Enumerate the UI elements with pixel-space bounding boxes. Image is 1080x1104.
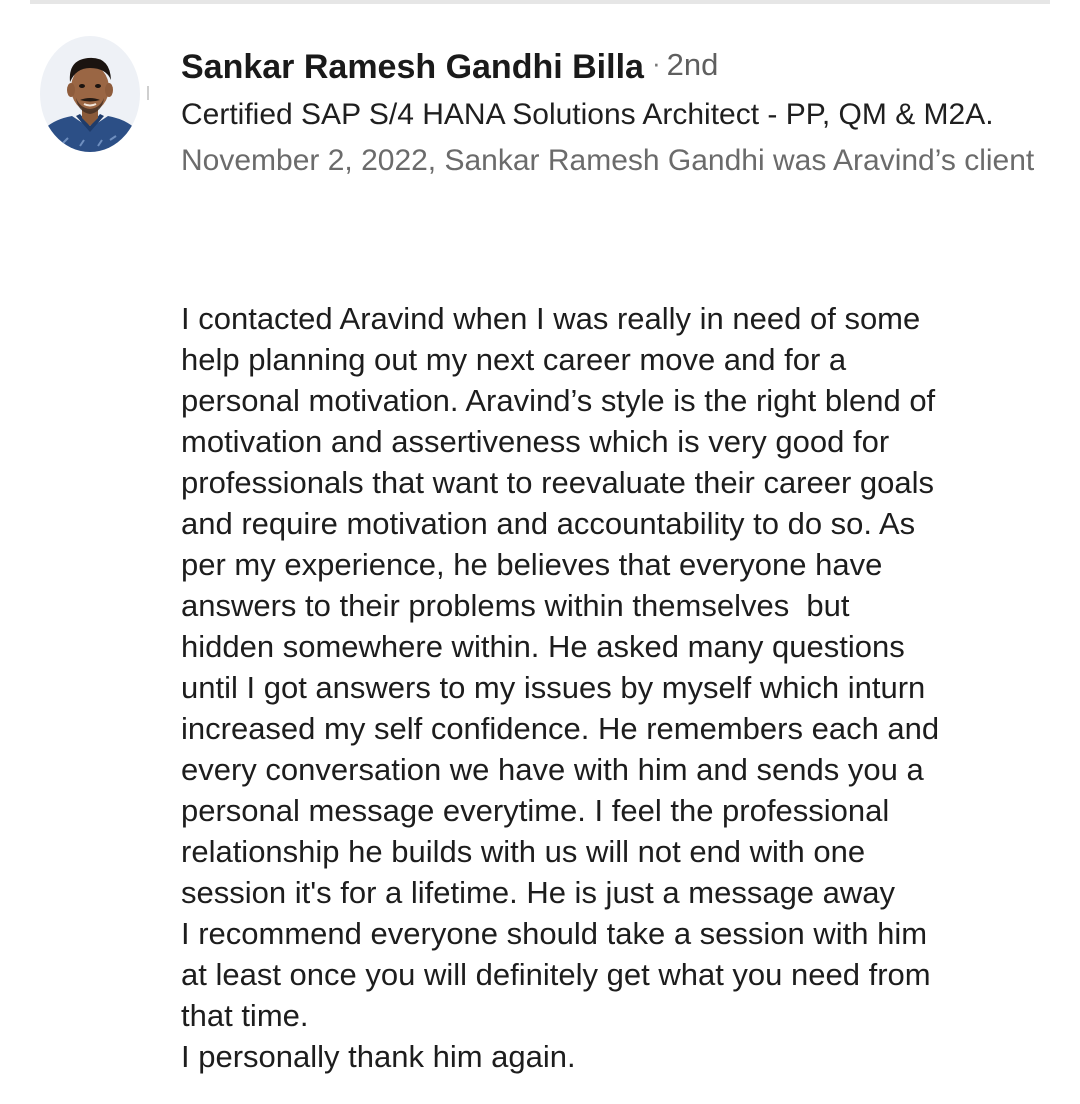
recommendation-text-line: I recommend everyone should take a session with him <box>181 916 928 951</box>
author-avatar[interactable] <box>40 36 140 152</box>
recommendation-text-line: until I got answers to my issues by myself which inturn <box>181 670 926 705</box>
recommendation-header <box>181 40 1051 181</box>
recommendation-text-line: personal message everytime. I feel the professional <box>181 793 890 828</box>
recommendation-text-line: every conversation we have with him and sends you a <box>181 752 924 787</box>
recommendation-text-line: relationship he builds with us will not end with one <box>181 834 866 869</box>
connection-degree-badge: 2nd <box>666 47 719 82</box>
recommendation-text-line: help planning out my next career move and for a <box>181 342 847 377</box>
recommendation-text-line: motivation and assertiveness which is very good for <box>181 424 890 459</box>
recommendation-text <box>181 298 1051 1077</box>
recommendation-text-line: I contacted Aravind when I was really in need of some <box>181 301 921 336</box>
recommendation-text-line: answers to their problems within themselves but <box>181 588 850 623</box>
profile-photo-icon <box>40 36 140 152</box>
recommendation-text-line: increased my self confidence. He remembers each and <box>181 711 940 746</box>
avatar-divider-tick <box>147 86 149 100</box>
separator-dot: · <box>651 48 661 78</box>
recommendation-text-line: hidden somewhere within. He asked many questions <box>181 629 905 664</box>
recommendation-text-line: I personally thank him again. <box>181 1039 576 1074</box>
author-name[interactable]: Sankar Ramesh Gandhi Billa <box>181 48 644 86</box>
top-divider <box>30 0 1050 4</box>
author-headline: Certified SAP S/4 HANA Solutions Architect - PP, QM & M2A. <box>181 98 994 131</box>
recommendation-date-relationship: November 2, 2022, Sankar Ramesh Gandhi was Aravind’s client <box>181 144 1035 177</box>
author-name-line <box>181 40 1051 90</box>
recommendation-text-line: professionals that want to reevaluate their career goals <box>181 465 935 500</box>
recommendation-text-line: personal motivation. Aravind’s style is the right blend of <box>181 383 936 418</box>
recommendation-text-line: per my experience, he believes that everyone have <box>181 547 883 582</box>
recommendation-text-line: and require motivation and accountability to do so. As <box>181 506 916 541</box>
recommendation-text-line: session it's for a lifetime. He is just a message away <box>181 875 896 910</box>
recommendation-text-line: at least once you will definitely get what you need from <box>181 957 931 992</box>
recommendation-text-line: that time. <box>181 998 309 1033</box>
